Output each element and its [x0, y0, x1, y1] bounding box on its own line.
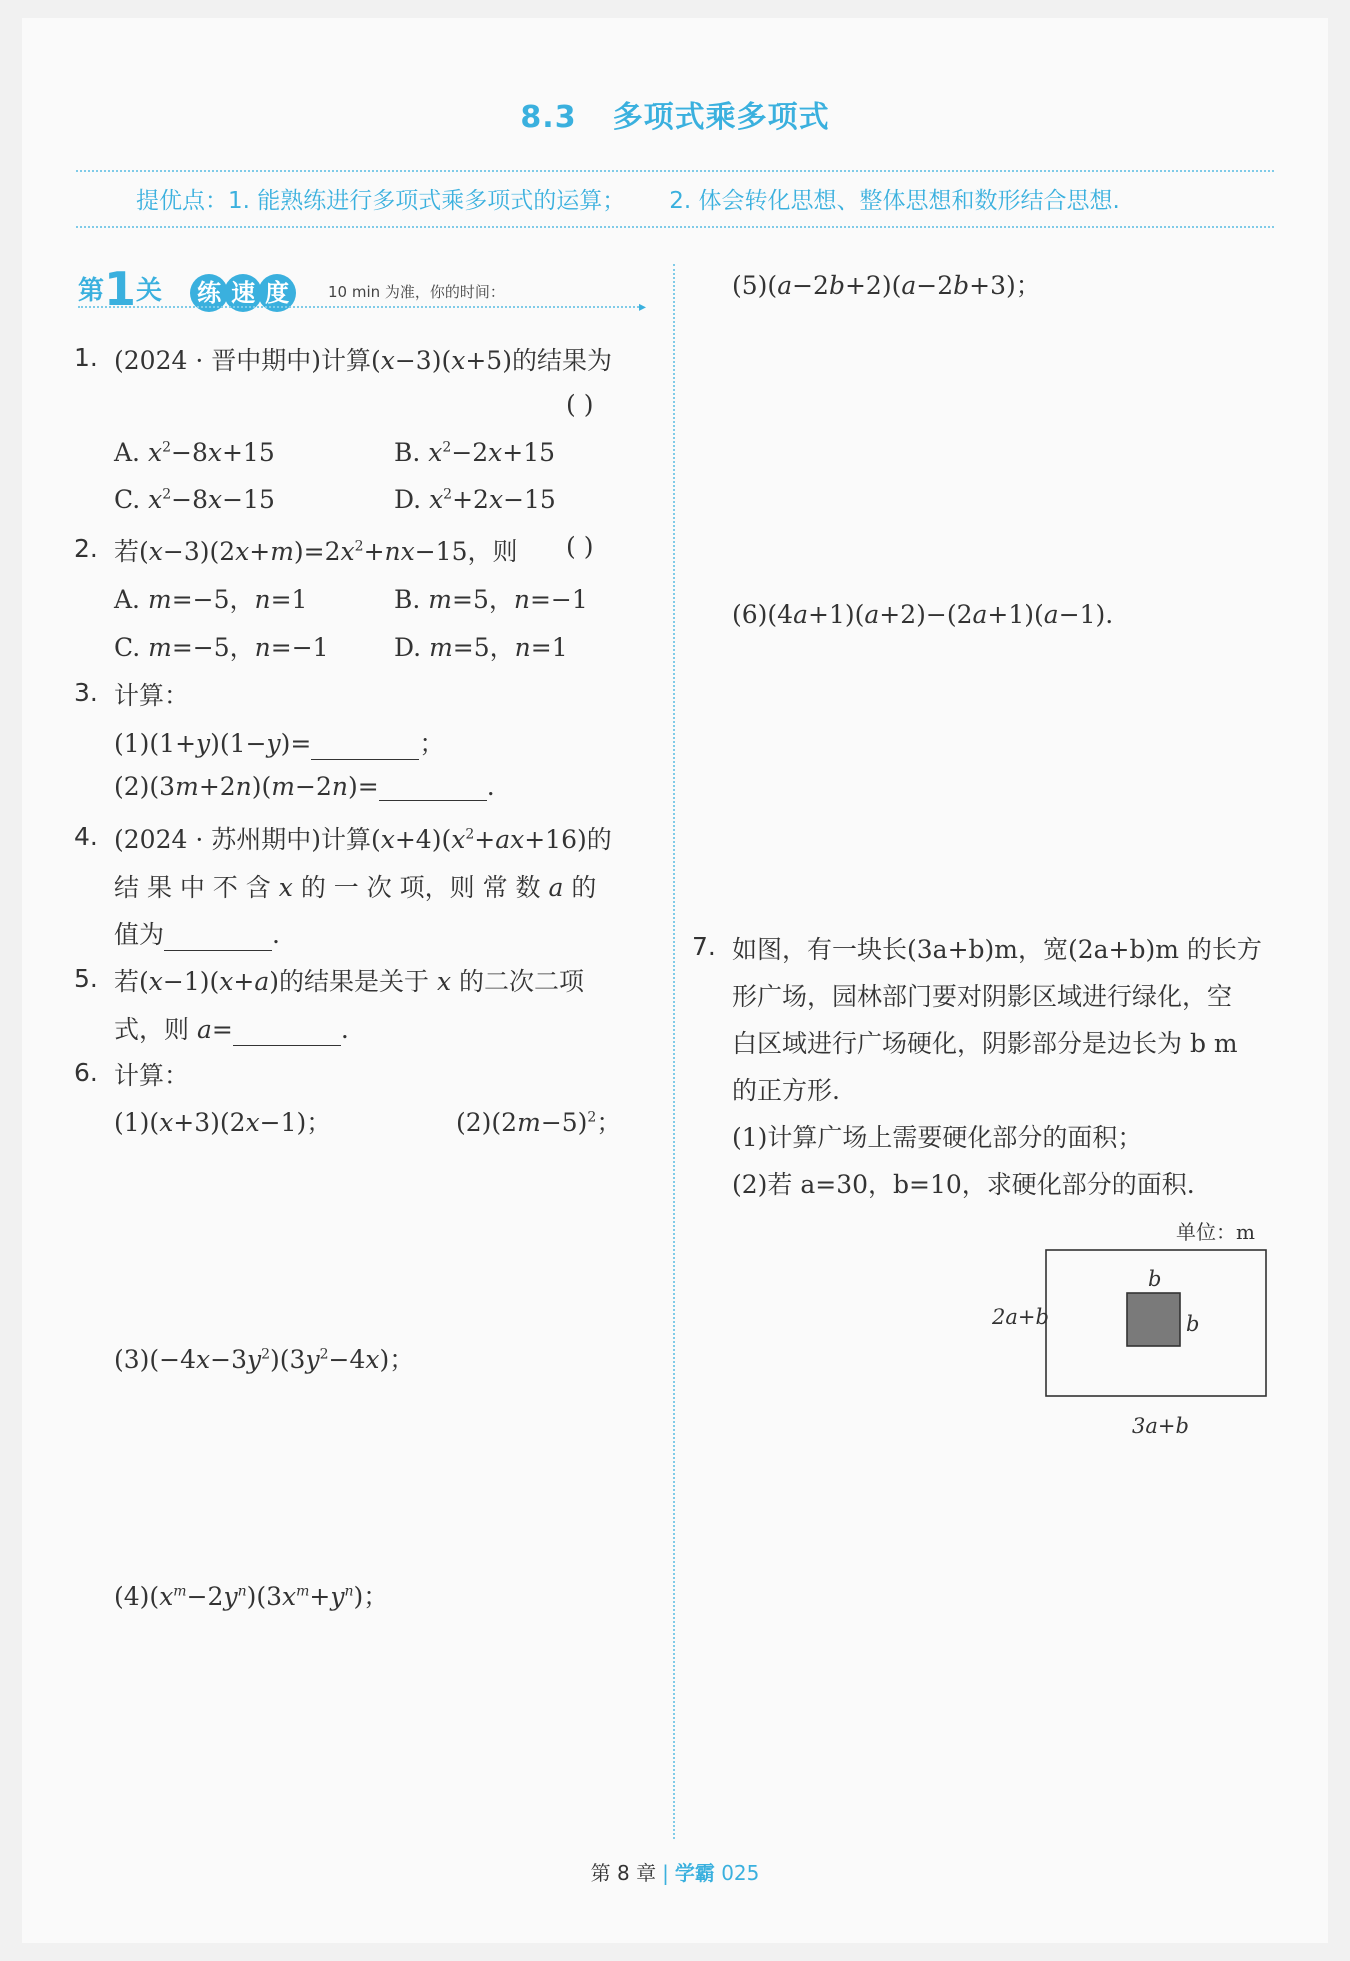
q4-line-3: 值为 . — [114, 920, 280, 949]
q2-option-c: C. m=−5，n=−1 — [114, 633, 329, 662]
q2-stem: 若$(x-3)(2x+m)=2x^2+nx-15$，则 — [114, 537, 518, 566]
q2-number: 2. — [74, 534, 98, 563]
q1-option-c: C. $x^2-8x-15$ — [114, 485, 275, 514]
figure-unit: 单位：m — [1176, 1220, 1255, 1244]
label-outer-height: 2a+b — [992, 1305, 1049, 1329]
label-square-top: b — [1148, 1267, 1162, 1291]
page-footer: 第 8 章 | 学霸 025 — [590, 1861, 760, 1885]
q1-option-b: B. $x^2-2x+15$ — [394, 438, 556, 467]
q6-part-1: (1)(x+3)(2x−1)； — [114, 1108, 332, 1137]
q1-stem: (2024 · 晋中期中)计算(x−3)(x+5)的结果为 — [114, 346, 612, 375]
q5-stem: 若(x−1)(x+a)的结果是关于 x 的二次二项 — [114, 967, 585, 996]
arrow-icon: ▸ — [639, 299, 647, 315]
q6-number: 6. — [74, 1058, 98, 1087]
q3-part-2: (2)(3m+2n)(m−2n)= . — [114, 772, 495, 801]
q1-option-d: D. $x^2+2x-15$ — [394, 485, 556, 514]
q2-option-b: B. m=5，n=−1 — [394, 585, 588, 614]
section-number: 8.3 — [520, 100, 577, 135]
q7-line-3: 白区域进行广场硬化，阴影部分是边长为 b m — [732, 1029, 1238, 1058]
footer-brand: 学霸 — [674, 1861, 715, 1885]
q2-answer-paren: ( ) — [566, 532, 594, 561]
label-outer-width: 3a+b — [1132, 1414, 1189, 1438]
q3-part-1: (1)(1+y)(1−y)= ； — [114, 729, 445, 758]
q5-line-2: 式，则 a= . — [114, 1015, 349, 1044]
q1-answer-paren: ( ) — [566, 390, 594, 419]
keypoints: 提优点：1. 能熟练进行多项式乘多项式的运算； 2. 体会转化思想、整体思想和数形结合思想. — [136, 188, 1120, 214]
q3-label: 计算： — [114, 681, 190, 710]
q6-part-3: $(3)(-4x-3y^2)(3y^2-4x)$； — [114, 1345, 415, 1374]
answer-blank[interactable] — [311, 759, 419, 760]
q7-part-2: (2)若 a=30，b=10，求硬化部分的面积. — [732, 1170, 1195, 1199]
footer-chapter: 第 8 章 — [590, 1861, 657, 1885]
column-divider — [673, 264, 675, 1839]
q2-option-a: A. m=−5，n=1 — [114, 585, 308, 614]
timer-label: 10 min 为准，你的时间： — [328, 283, 505, 301]
q6-part-5: (5)(a−2b+2)(a−2b+3)； — [732, 271, 1041, 300]
q3-number: 3. — [74, 678, 98, 707]
answer-blank[interactable] — [379, 800, 487, 801]
q7-line-2: 形广场，园林部门要对阴影区域进行绿化，空 — [732, 982, 1233, 1011]
section-title-text: 多项式乘多项式 — [612, 100, 830, 135]
q4-stem: (2024 · 苏州期中)计算$(x+4)(x^2+ax+16)$的 — [114, 825, 612, 854]
shaded-square — [1127, 1293, 1180, 1346]
q4-line-2: 结 果 中 不 含 x 的 一 次 项，则 常 数 a 的 — [114, 873, 597, 902]
figure-diagram — [980, 1240, 1280, 1440]
section-title — [0, 92, 1350, 136]
level-underline — [78, 306, 643, 308]
level-header: 第1关 练 速 度 — [78, 262, 292, 316]
badge-char-1: 练 — [190, 274, 228, 312]
q6-part-6: (6)(4a+1)(a+2)−(2a+1)(a−1). — [732, 600, 1114, 629]
divider-bottom — [76, 226, 1274, 228]
q7-part-1: (1)计算广场上需要硬化部分的面积； — [732, 1123, 1143, 1152]
q7-number: 7. — [692, 932, 716, 961]
q5-number: 5. — [74, 964, 98, 993]
q1-option-a: A. $x^2-8x+15$ — [114, 438, 275, 467]
q1-number: 1. — [74, 343, 98, 372]
q6-part-4: $(4)(x^m-2y^n)(3x^m+y^n)$； — [114, 1582, 389, 1611]
q6-label: 计算： — [114, 1061, 190, 1090]
answer-blank[interactable] — [233, 1045, 341, 1046]
page-number: 025 — [721, 1861, 760, 1885]
answer-blank[interactable] — [164, 950, 272, 951]
q7-line-4: 的正方形. — [732, 1076, 840, 1105]
q6-part-2: $(2)(2m-5)^2$； — [456, 1108, 622, 1137]
divider-top — [76, 170, 1274, 172]
badge-char-3: 度 — [258, 274, 296, 312]
q2-option-d: D. m=5，n=1 — [394, 633, 568, 662]
label-square-side: b — [1186, 1312, 1200, 1336]
q4-number: 4. — [74, 822, 98, 851]
q7-line-1: 如图，有一块长(3a+b)m，宽(2a+b)m 的长方 — [732, 935, 1262, 964]
badge-char-2: 速 — [224, 274, 262, 312]
